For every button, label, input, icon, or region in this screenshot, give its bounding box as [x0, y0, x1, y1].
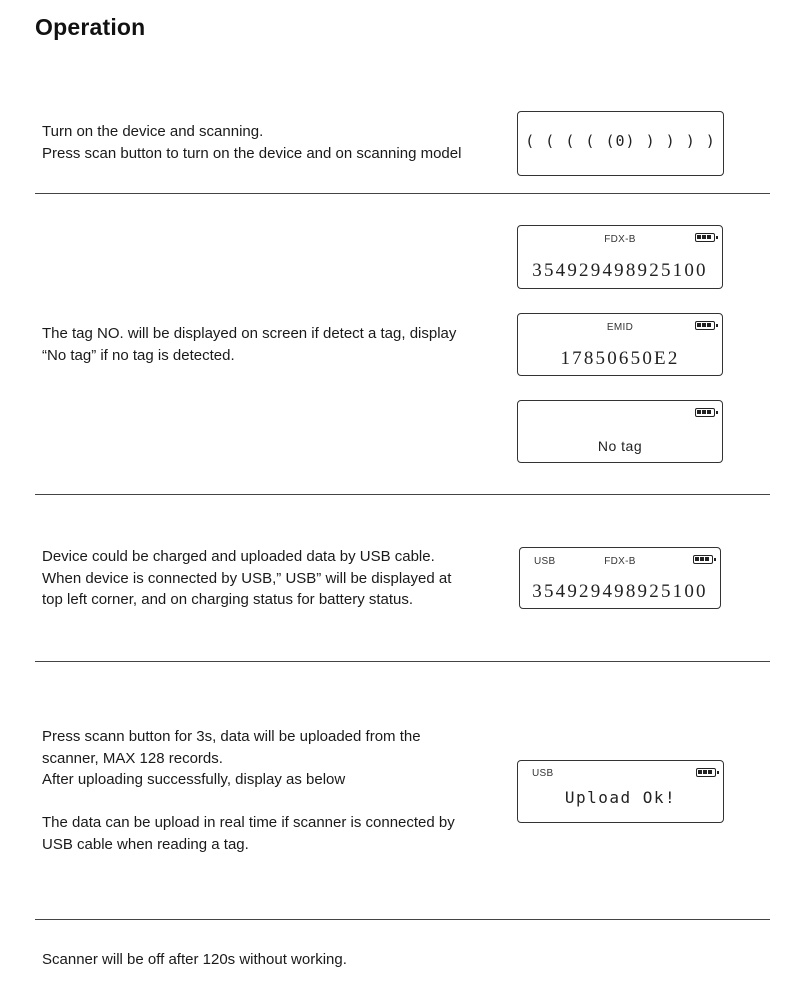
- lcd-scanning: [517, 111, 724, 176]
- text-line: USB cable when reading a tag.: [42, 835, 249, 853]
- section-5-text: [42, 949, 542, 971]
- battery-full-icon: [695, 233, 715, 242]
- tag-type-label: FDX-B: [604, 234, 636, 245]
- divider: [35, 919, 770, 920]
- battery-full-icon: [695, 321, 715, 330]
- upload-message: Upload Ok!: [564, 788, 677, 807]
- text-line: scanner, MAX 128 records.: [42, 749, 223, 767]
- usb-indicator: USB: [534, 556, 556, 567]
- usb-indicator: USB: [532, 768, 554, 779]
- battery-full-icon: [693, 555, 713, 564]
- text-line: Scanner will be off after 120s without working.: [42, 951, 347, 968]
- divider: [35, 193, 770, 194]
- lcd-upload: [517, 760, 724, 823]
- section-2-text: [42, 323, 464, 366]
- text-line: Press scann button for 3s, data will be uploaded from the: [42, 728, 421, 745]
- text-line: top left corner, and on charging status for battery status.: [42, 591, 414, 608]
- battery-full-icon: [696, 768, 716, 777]
- tag-type-label: EMID: [606, 322, 634, 333]
- divider: [35, 661, 770, 662]
- text-line: The tag NO. will be displayed on screen if detect a tag, display: [42, 325, 457, 342]
- tag-type-label: FDX-B: [604, 556, 636, 567]
- section-1-text: [42, 121, 464, 164]
- tag-number: 17850650E2: [560, 348, 680, 369]
- text-line: Turn on the device and scanning.: [42, 123, 264, 140]
- section-3-text: [42, 546, 464, 611]
- no-tag-message: No tag: [597, 438, 643, 454]
- tag-number: 354929498925100: [532, 260, 708, 281]
- page-title: Operation: [35, 14, 146, 40]
- battery-full-icon: [695, 408, 715, 417]
- divider: [35, 494, 770, 495]
- text-line: When device is connected by USB,” USB” will be displayed at: [42, 569, 452, 587]
- lcd-no-tag: [517, 400, 723, 463]
- text-line: “No tag” if no tag is detected.: [42, 346, 235, 364]
- lcd-fdxb: [517, 225, 723, 289]
- text-line: Device could be charged and uploaded data by USB cable.: [42, 548, 435, 565]
- text-line: After uploading successfully, display as below: [42, 771, 346, 788]
- text-line: The data can be upload in real time if scanner is connected by: [42, 814, 455, 831]
- text-line: Press scan button to turn on the device and on scanning model: [42, 144, 462, 162]
- section-4-text: [42, 726, 464, 855]
- tag-number: 354929498925100: [532, 581, 708, 602]
- lcd-emid: [517, 313, 723, 376]
- lcd-usb-fdxb: [519, 547, 721, 609]
- scanning-indicator: ( ( ( ( (0) ) ) ) ): [525, 132, 716, 150]
